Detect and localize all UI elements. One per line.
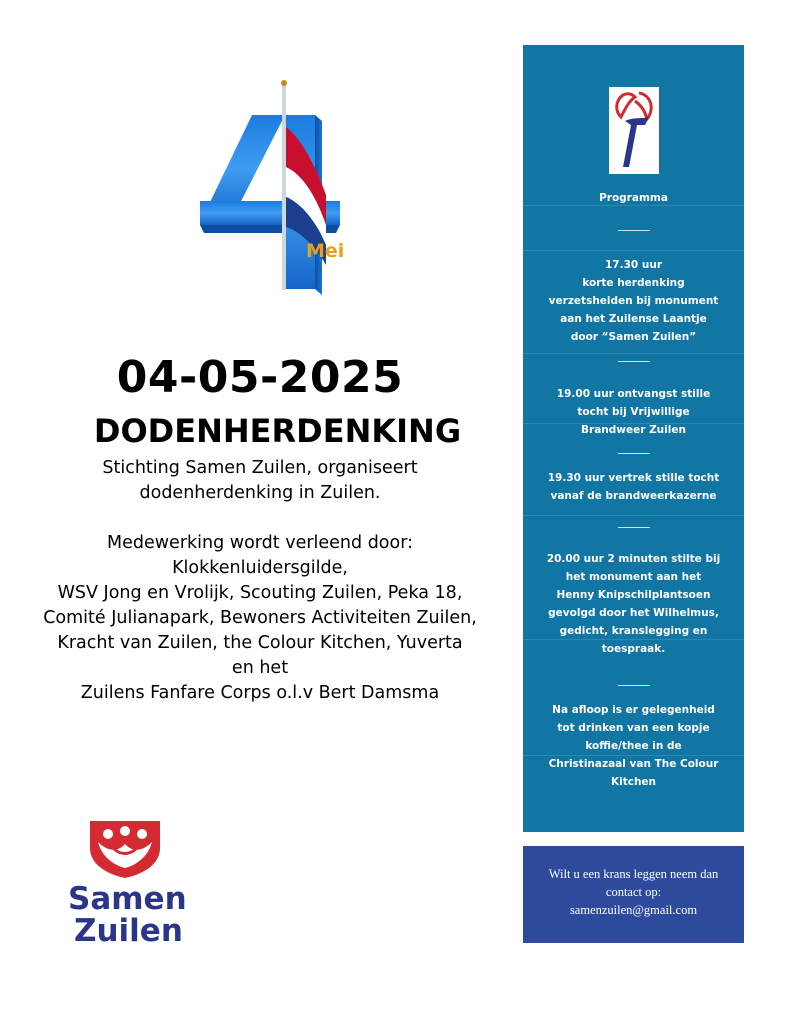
event-description: [0, 456, 520, 706]
four-mei-logo: [190, 75, 365, 300]
cooperation-line: Medewerking wordt verleend door:: [107, 533, 413, 553]
event-title: DODENHERDENKING: [93, 412, 462, 450]
program-line: aan het Zuilense Laantje: [560, 313, 707, 325]
program-line: 17.30 uur: [605, 259, 662, 271]
program-sidebar: [523, 45, 744, 832]
separator: [618, 361, 650, 362]
cooperation-line: Klokkenluidersgilde,: [172, 558, 348, 578]
program-line: Na afloop is er gelegenheid: [552, 704, 715, 716]
logo-word-zuilen: Zuilen: [74, 913, 183, 949]
program-line: door “Samen Zuilen”: [570, 331, 697, 343]
logo-word-samen: Samen: [68, 881, 187, 917]
intro-line: dodenherdenking in Zuilen.: [139, 483, 381, 503]
program-line: verzetshelden bij monument: [548, 295, 719, 307]
torch-logo: [609, 87, 659, 174]
program-line: Kitchen: [610, 776, 657, 788]
separator: [618, 453, 650, 454]
program-line: 20.00 uur 2 minuten stilte bij: [546, 553, 721, 565]
contact-line: contact op:: [605, 885, 662, 899]
program-line: tocht bij Vrijwillige: [577, 406, 690, 418]
program-item-2: [523, 385, 744, 439]
program-line: koffie/thee in de: [585, 740, 682, 752]
contact-box: [523, 846, 744, 943]
program-line: toespraak.: [601, 643, 666, 655]
program-line: Christinazaal van The Colour: [548, 758, 719, 770]
program-item-3: [523, 469, 744, 505]
program-item-4: [523, 550, 744, 658]
cooperation-line: WSV Jong en Vrolijk, Scouting Zuilen, Peka 18,: [57, 583, 463, 603]
separator: [618, 230, 650, 231]
contact-email[interactable]: samenzuilen@gmail.com: [569, 903, 698, 917]
program-item-1: [523, 256, 744, 346]
program-item-5: [523, 701, 744, 791]
program-line: gedicht, kranslegging en: [559, 625, 708, 637]
program-line: 19.30 uur vertrek stille tocht: [547, 472, 720, 484]
cooperation-line: Zuilens Fanfare Corps o.l.v Bert Damsma: [80, 683, 440, 703]
separator: [618, 685, 650, 686]
cooperation-line: en het: [231, 658, 289, 678]
intro-line: Stichting Samen Zuilen, organiseert: [102, 458, 418, 478]
separator: [618, 527, 650, 528]
program-line: het monument aan het: [565, 571, 702, 583]
program-line: Henny Knipschilplantsoen: [556, 589, 711, 601]
program-line: Brandweer Zuilen: [581, 424, 686, 436]
program-line: vanaf de brandweerkazerne: [550, 490, 717, 502]
contact-line: Wilt u een krans leggen neem dan: [548, 867, 719, 881]
program-heading: Programma: [599, 192, 668, 204]
cooperation-line: Kracht van Zuilen, the Colour Kitchen, Yuverta: [57, 633, 463, 653]
cooperation-line: Comité Julianapark, Bewoners Activiteiten Zuilen,: [43, 608, 477, 628]
program-line: korte herdenking: [582, 277, 685, 289]
event-date: 04-05-2025: [116, 352, 404, 403]
program-line: gevolgd door het Wilhelmus,: [548, 607, 719, 619]
program-line: tot drinken van een kopje: [557, 722, 710, 734]
program-line: 19.00 uur ontvangst stille: [556, 388, 711, 400]
logo-mei-text: Mei: [306, 240, 345, 262]
